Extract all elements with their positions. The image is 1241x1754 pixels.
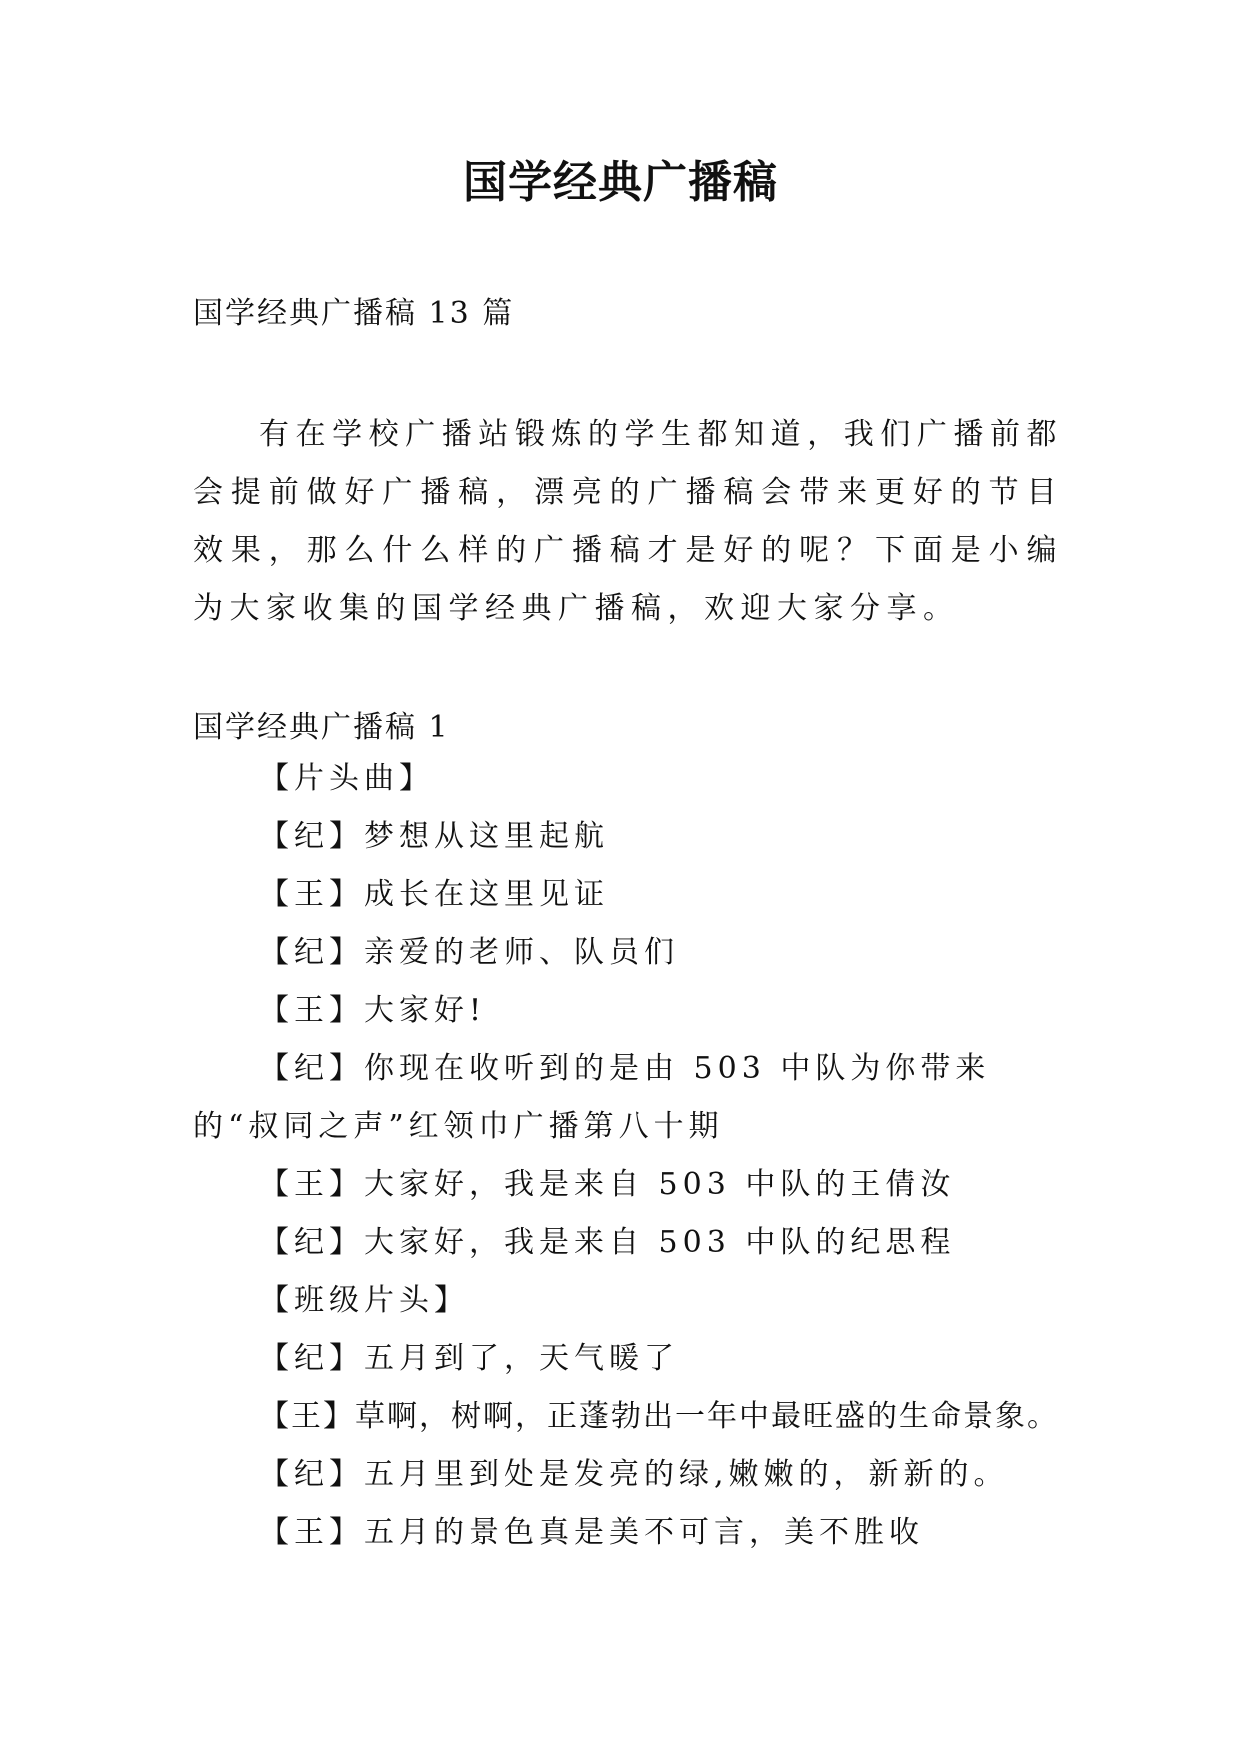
script-line: 【片头曲】 [259, 761, 434, 796]
script-line: 【王】大家好，我是来自 503 中队的王倩汝 [259, 1167, 956, 1202]
script-line: 【王】大家好! [259, 993, 487, 1028]
script-line: 【纪】梦想从这里起航 [259, 819, 609, 854]
script-line: 【纪】亲爱的老师、队员们 [259, 935, 679, 970]
script-line: 【王】五月的景色真是美不可言，美不胜收 [259, 1515, 924, 1550]
document-subtitle: 国学经典广播稿 13 篇 [193, 296, 515, 331]
script-line: 【纪】大家好，我是来自 503 中队的纪思程 [259, 1225, 956, 1260]
document-title: 国学经典广播稿 [463, 157, 778, 208]
broadcast-script [193, 750, 1063, 1562]
script-line: 【纪】五月到了，天气暖了 [259, 1341, 679, 1376]
script-line: 【王】成长在这里见证 [259, 877, 609, 912]
intro-paragraph: 有在学校广播站锻炼的学生都知道，我们广播前都会提前做好广播稿，漂亮的广播稿会带来更好的节目效果，那么什么样的广播稿才是好的呢？下面是小编为大家收集的国学经典广播稿，欢迎大家分享。 [193, 417, 1063, 626]
script-line: 【纪】你现在收听到的是由 503 中队为你带来的“叔同之声”红领巾广播第八十期 [193, 1051, 991, 1144]
script-line: 【纪】五月里到处是发亮的绿,嫩嫩的，新新的。 [259, 1457, 1009, 1492]
script-line: 【王】草啊，树啊，正蓬勃出一年中最旺盛的生命景象。 [259, 1399, 1059, 1434]
script-line: 【班级片头】 [259, 1283, 469, 1318]
section-heading: 国学经典广播稿 1 [193, 710, 450, 745]
